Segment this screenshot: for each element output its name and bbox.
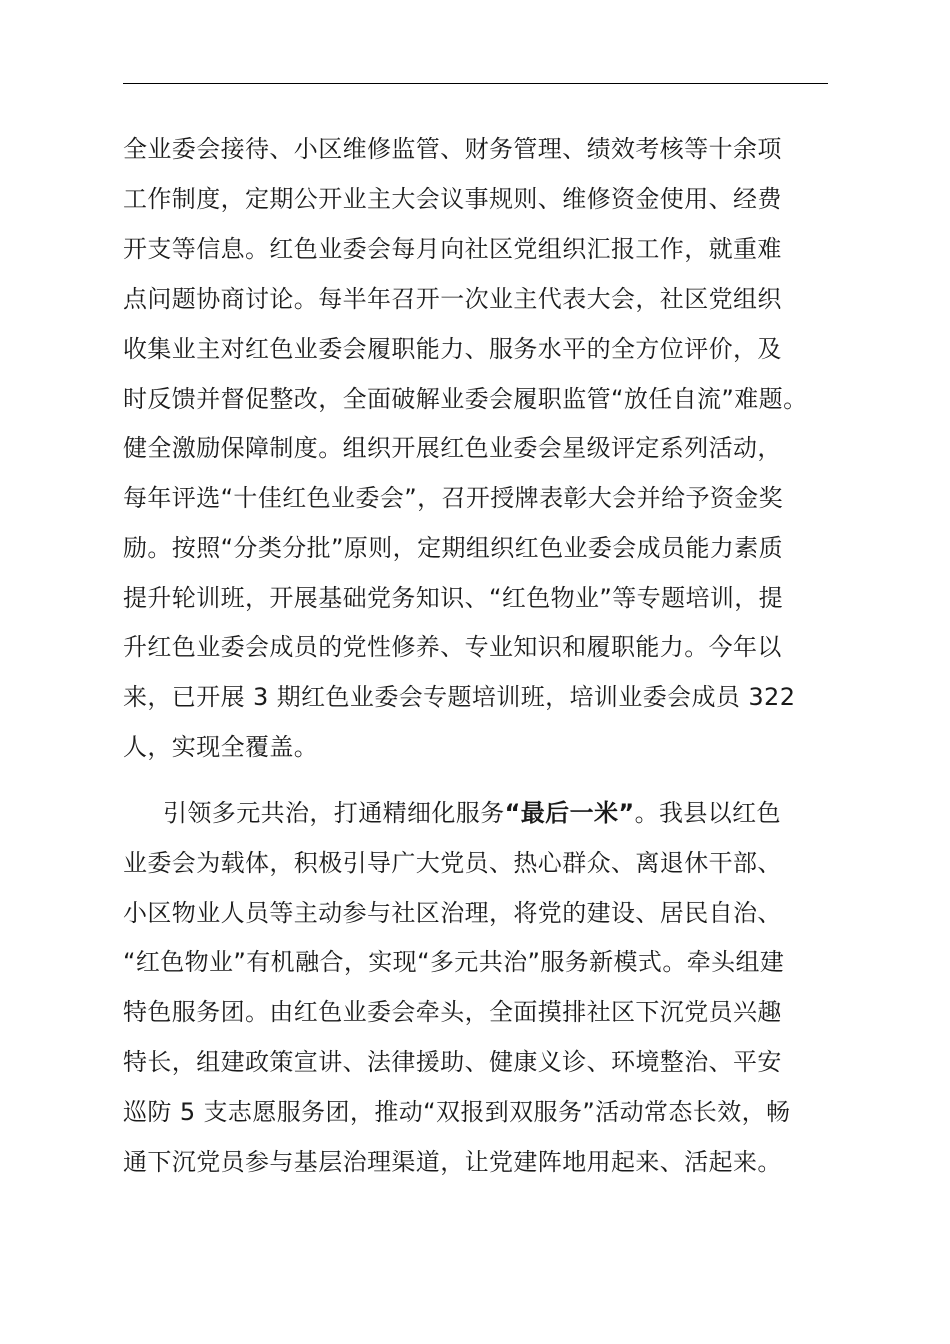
text-line: 巡防 5 支志愿服务团，推动“双报到双服务”活动常态长效，畅 — [123, 1098, 791, 1126]
text-line: 通下沉党员参与基层治理渠道，让党建阵地用起来、活起来。 — [123, 1148, 782, 1176]
text-line: 励。按照“分类分批”原则，定期组织红色业委会成员能力素质 — [123, 534, 784, 562]
text-line: 提升轮训班，开展基础党务知识、“红色物业”等专题培训，提 — [123, 584, 784, 612]
text-line: 业委会为载体，积极引导广大党员、热心群众、离退休干部、 — [123, 849, 782, 877]
text-line: 来，已开展 3 期红色业委会专题培训班，培训业委会成员 322 — [123, 683, 796, 711]
text-line: 开支等信息。红色业委会每月向社区党组织汇报工作，就重难 — [123, 235, 782, 263]
heading-quote: “最后一米” — [504, 799, 635, 827]
header-rule — [123, 83, 828, 84]
text-line: “红色物业”有机融合，实现“多元共治”服务新模式。牵头组建 — [123, 948, 785, 976]
heading-text: 引领多元共治，打通精细化服务 — [163, 799, 505, 827]
text-line: 健全激励保障制度。组织开展红色业委会星级评定系列活动， — [123, 434, 782, 462]
text-line: 收集业主对红色业委会履职能力、服务水平的全方位评价，及 — [123, 335, 782, 363]
heading-continuation: 。我县以红色 — [634, 799, 781, 827]
text-line: 点问题协商讨论。每半年召开一次业主代表大会，社区党组织 — [123, 285, 782, 313]
text-line: 特色服务团。由红色业委会牵头，全面摸排社区下沉党员兴趣 — [123, 998, 782, 1026]
text-line: 工作制度，定期公开业主大会议事规则、维修资金使用、经费 — [123, 185, 782, 213]
paragraph-heading-line — [163, 798, 781, 828]
text-line: 每年评选“十佳红色业委会”，召开授牌表彰大会并给予资金奖 — [123, 484, 784, 512]
text-line: 人，实现全覆盖。 — [123, 733, 319, 761]
text-line: 升红色业委会成员的党性修养、专业知识和履职能力。今年以 — [123, 633, 782, 661]
text-line: 特长，组建政策宣讲、法律援助、健康义诊、环境整治、平安 — [123, 1048, 782, 1076]
text-line: 时反馈并督促整改，全面破解业委会履职监管“放任自流”难题。 — [123, 385, 808, 413]
text-line: 全业委会接待、小区维修监管、财务管理、绩效考核等十余项 — [123, 135, 782, 163]
text-line: 小区物业人员等主动参与社区治理，将党的建设、居民自治、 — [123, 899, 782, 927]
